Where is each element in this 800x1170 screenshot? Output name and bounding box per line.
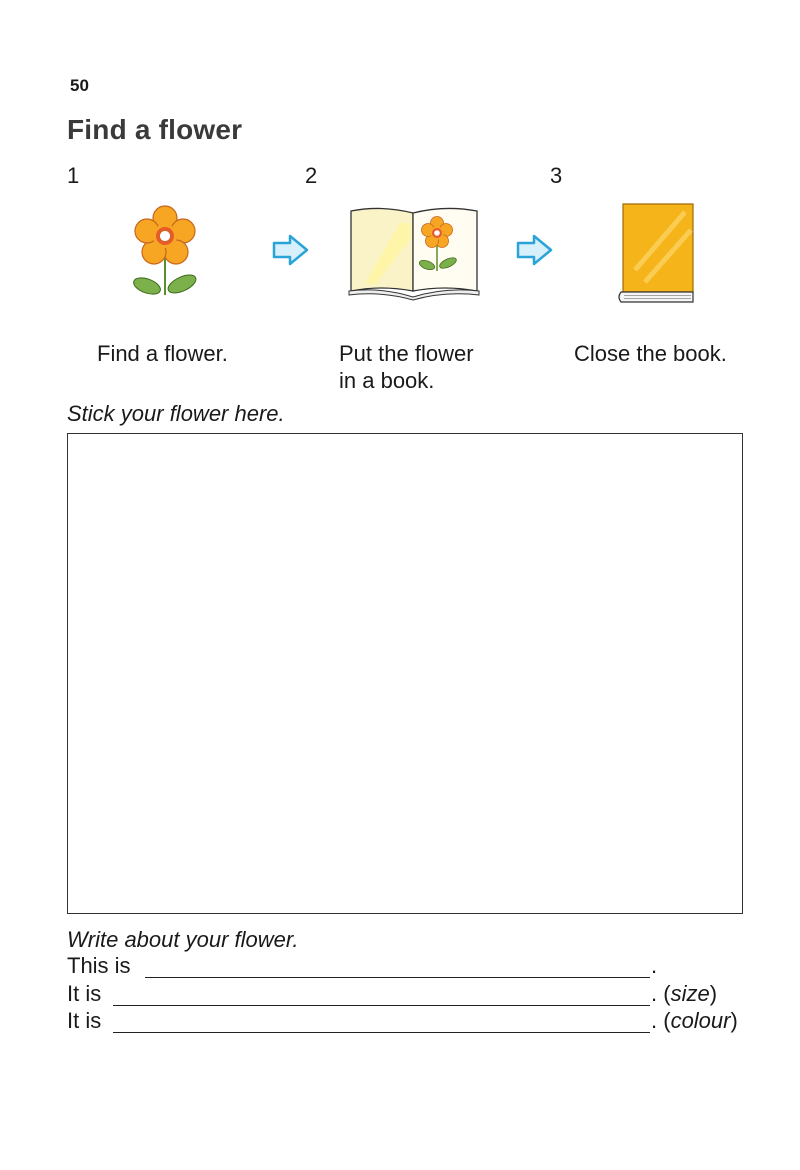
write-prefix: It is (67, 981, 102, 1006)
step-number-3: 3 (550, 163, 563, 188)
caption-line: Close the book. (574, 341, 727, 366)
write-prefix: It is (67, 1008, 102, 1033)
caption-line: Find a flower. (97, 341, 228, 366)
flower-icon (125, 200, 205, 300)
caption-line: Put the flower (339, 341, 474, 366)
size-hint: . (size) (651, 981, 718, 1006)
page-number: 50 (70, 76, 89, 95)
page-title: Find a flower (67, 114, 243, 145)
step-number-2: 2 (305, 163, 318, 188)
arrow-right-icon (516, 233, 554, 267)
write-line-colour[interactable] (113, 1032, 650, 1033)
colour-hint: . (colour) (651, 1008, 738, 1033)
step-number-1: 1 (67, 163, 80, 188)
flower-sticking-area (67, 433, 743, 914)
write-instruction: Write about your flower. (67, 927, 299, 952)
write-suffix: . (651, 953, 658, 978)
step-caption-3 (574, 340, 727, 367)
stick-instruction: Stick your flower here. (67, 401, 285, 426)
closed-book-icon (615, 200, 699, 308)
write-line-name[interactable] (145, 977, 650, 978)
step-caption-2 (339, 340, 474, 394)
write-prefix: This is (67, 953, 131, 978)
step-caption-1 (97, 340, 228, 367)
open-book-with-flower-icon (345, 203, 483, 301)
arrow-right-icon (272, 233, 310, 267)
write-line-size[interactable] (113, 1005, 650, 1006)
caption-line: in a book. (339, 368, 435, 393)
